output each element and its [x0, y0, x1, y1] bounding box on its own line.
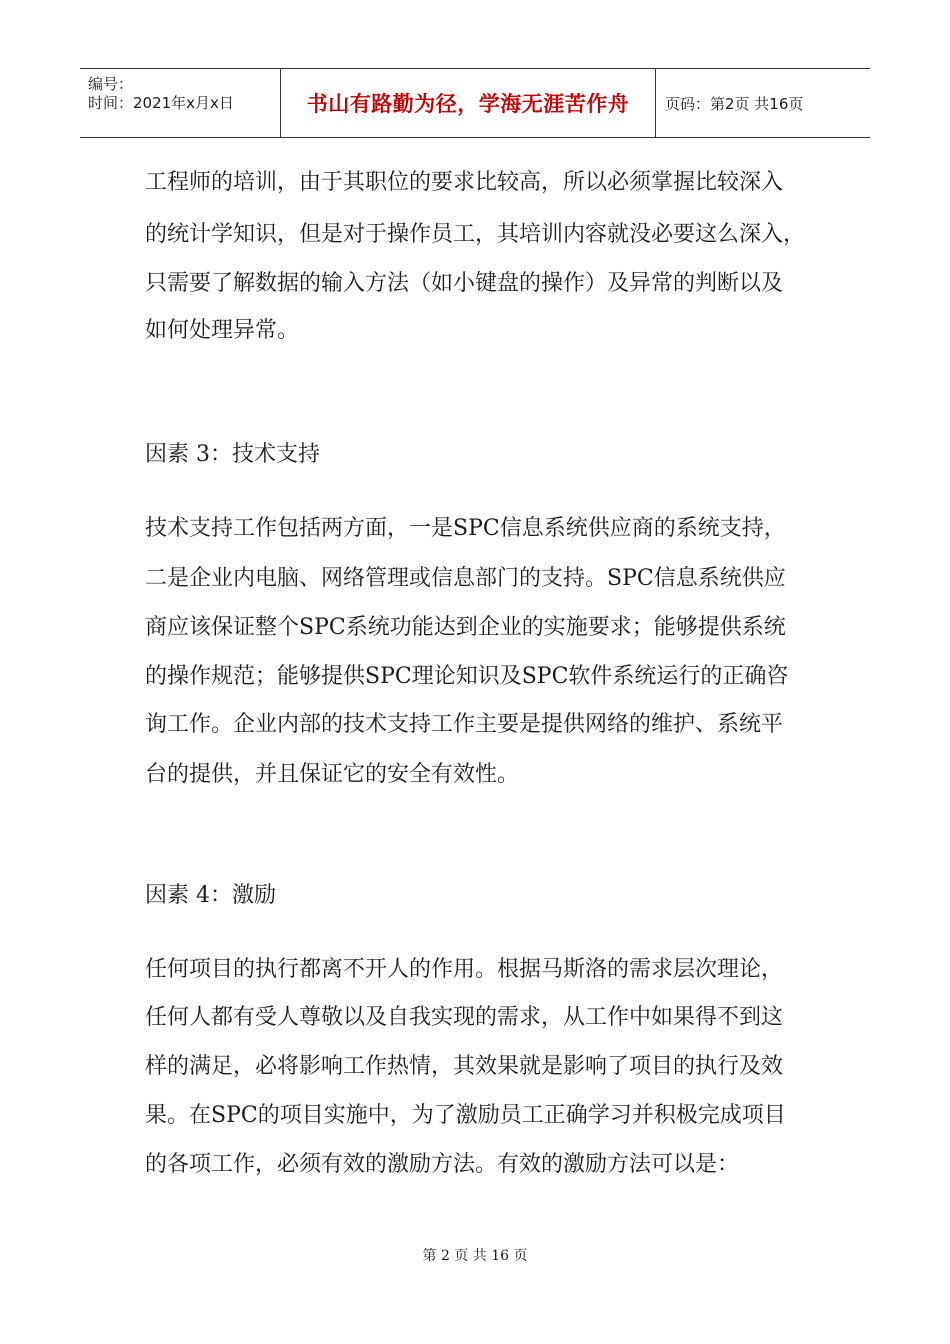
paragraph-line: 样的满足，必将影响工作热情，其效果就是影响了项目的执行及效 [145, 1054, 784, 1079]
paragraph-line: 只需要了解数据的输入方法（如小键盘的操作）及异常的判断以及 [145, 271, 784, 296]
paragraph-line: 任何项目的执行都离不开人的作用。根据马斯洛的需求层次理论， [145, 957, 784, 982]
time-label: 时间：2021年x月x日 [88, 94, 234, 112]
paragraph-line: 技术支持工作包括两方面，一是SPC信息系统供应商的系统支持， [145, 516, 786, 541]
paragraph-line: 二是企业内电脑、网络管理或信息部门的支持。SPC信息系统供应 [145, 566, 786, 591]
paragraph-line: 商应该保证整个SPC系统功能达到企业的实施要求；能够提供系统 [145, 615, 786, 640]
number-label: 编号： [88, 75, 134, 93]
page-info: 页码：第2页 共16页 [665, 94, 804, 113]
page-footer: 第 2 页 共 16 页 [422, 1248, 528, 1264]
header-page-info [655, 69, 870, 137]
paragraph-line: 的操作规范；能够提供SPC理论知识及SPC软件系统运行的正确咨 [145, 664, 789, 689]
paragraph-line: 任何人都有受人尊敬以及自我实现的需求，从工作中如果得不到这 [145, 1005, 784, 1030]
paragraph-line: 工程师的培训，由于其职位的要求比较高，所以必须掌握比较深入 [145, 170, 784, 195]
paragraph-line: 的各项工作，必须有效的激励方法。有效的激励方法可以是： [145, 1152, 740, 1177]
section-heading-factor-4: 因素 4：激励 [145, 883, 276, 908]
document-header [80, 68, 870, 138]
paragraph-line: 询工作。企业内部的技术支持工作主要是提供网络的维护、系统平 [145, 712, 784, 737]
paragraph-line: 果。在SPC的项目实施中，为了激励员工正确学习并积极完成项目 [145, 1103, 786, 1128]
motto: 书山有路勤为径，学海无涯苦作舟 [306, 92, 630, 116]
paragraph-line: 的统计学知识，但是对于操作员工，其培训内容就没必要这么深入， [145, 222, 806, 247]
section-heading-factor-3: 因素 3：技术支持 [145, 442, 320, 467]
header-meta [80, 69, 280, 137]
paragraph-line: 如何处理异常。 [145, 318, 300, 343]
header-motto-cell [280, 69, 656, 137]
paragraph-line: 台的提供，并且保证它的安全有效性。 [145, 762, 520, 787]
